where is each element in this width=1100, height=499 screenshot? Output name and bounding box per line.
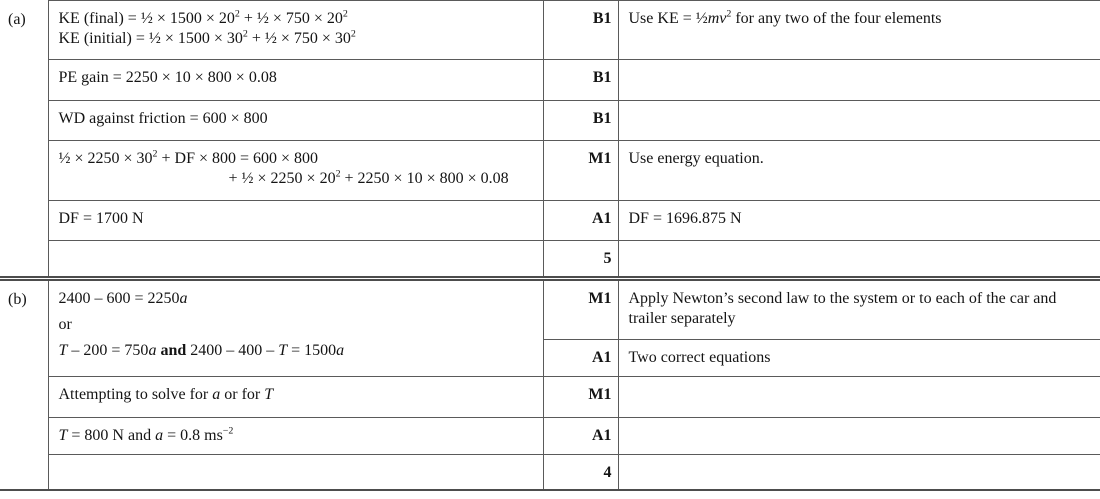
comment-cell: Use KE = $\frac{1}{2}mv^2$ for any two of the four elements bbox=[618, 1, 1100, 60]
working-cell: WD against friction = 600 × 800 bbox=[48, 101, 543, 141]
comment-cell bbox=[618, 377, 1100, 418]
table-row bbox=[0, 1, 1100, 60]
working-line: KE (final) = ½ × $1500 \times 20^2$ + ½ × $750 \times 20^2$ bbox=[58, 8, 348, 27]
table-row bbox=[0, 201, 1100, 241]
part-label-b: (b) bbox=[0, 279, 48, 490]
working-line: T – 200 = 750a and 2400 – 400 – T = 1500a bbox=[58, 342, 345, 359]
working-cell-empty bbox=[48, 455, 543, 490]
comment-cell: Apply Newton’s second law to the system or to each of the car and trailer separately bbox=[618, 279, 1100, 340]
working-line: or bbox=[58, 316, 72, 333]
working-cell: T = 800 N and a = 0.8 $ms^{-2}$ bbox=[48, 418, 543, 455]
table-row bbox=[0, 101, 1100, 141]
table-row bbox=[0, 455, 1100, 490]
comment-cell-empty bbox=[618, 241, 1100, 279]
comment-cell bbox=[618, 101, 1100, 141]
part-label-a: (a) bbox=[0, 1, 48, 279]
mark-cell: B1 bbox=[543, 60, 618, 101]
working-cell bbox=[48, 279, 543, 377]
working-cell: DF = 1700 N bbox=[48, 201, 543, 241]
mark-cell: M1 bbox=[543, 377, 618, 418]
working-cell-empty bbox=[48, 241, 543, 279]
total-marks-cell: 5 bbox=[543, 241, 618, 279]
table-row bbox=[0, 418, 1100, 455]
comment-cell bbox=[618, 60, 1100, 101]
working-cell: PE gain = 2250 × 10 × 800 × 0.08 bbox=[48, 60, 543, 101]
table-row bbox=[0, 241, 1100, 279]
working-cell: Attempting to solve for a or for T bbox=[48, 377, 543, 418]
table-row bbox=[0, 60, 1100, 101]
mark-cell: A1 bbox=[543, 201, 618, 241]
total-marks-cell: 4 bbox=[543, 455, 618, 490]
table-row bbox=[0, 279, 1100, 340]
working-line: KE (initial) = ½ × $1500 \times 30^2$ + ½ × $750 \times 30^2$ bbox=[58, 28, 356, 47]
mark-cell: A1 bbox=[543, 340, 618, 377]
comment-cell bbox=[618, 418, 1100, 455]
working-line: + ½ × $2250 \times 20^2 + 2250 \times 10 \times 800 \times 0.08$ bbox=[228, 168, 509, 187]
mark-cell: B1 bbox=[543, 101, 618, 141]
mark-cell: B1 bbox=[543, 1, 618, 60]
mark-cell: M1 bbox=[543, 141, 618, 201]
table-row bbox=[0, 377, 1100, 418]
comment-cell-empty bbox=[618, 455, 1100, 490]
working-line: ½ × $2250 \times 30^2$ + DF × 800 = 600 × 800 bbox=[58, 148, 319, 167]
comment-cell: Use energy equation. bbox=[618, 141, 1100, 201]
working-cell bbox=[48, 1, 543, 60]
mark-cell: M1 bbox=[543, 279, 618, 340]
mark-cell: A1 bbox=[543, 418, 618, 455]
working-cell bbox=[48, 141, 543, 201]
comment-cell: Two correct equations bbox=[618, 340, 1100, 377]
comment-cell: DF = 1696.875 N bbox=[618, 201, 1100, 241]
working-line: 2400 – 600 = 2250a bbox=[58, 290, 188, 307]
table-row bbox=[0, 141, 1100, 201]
